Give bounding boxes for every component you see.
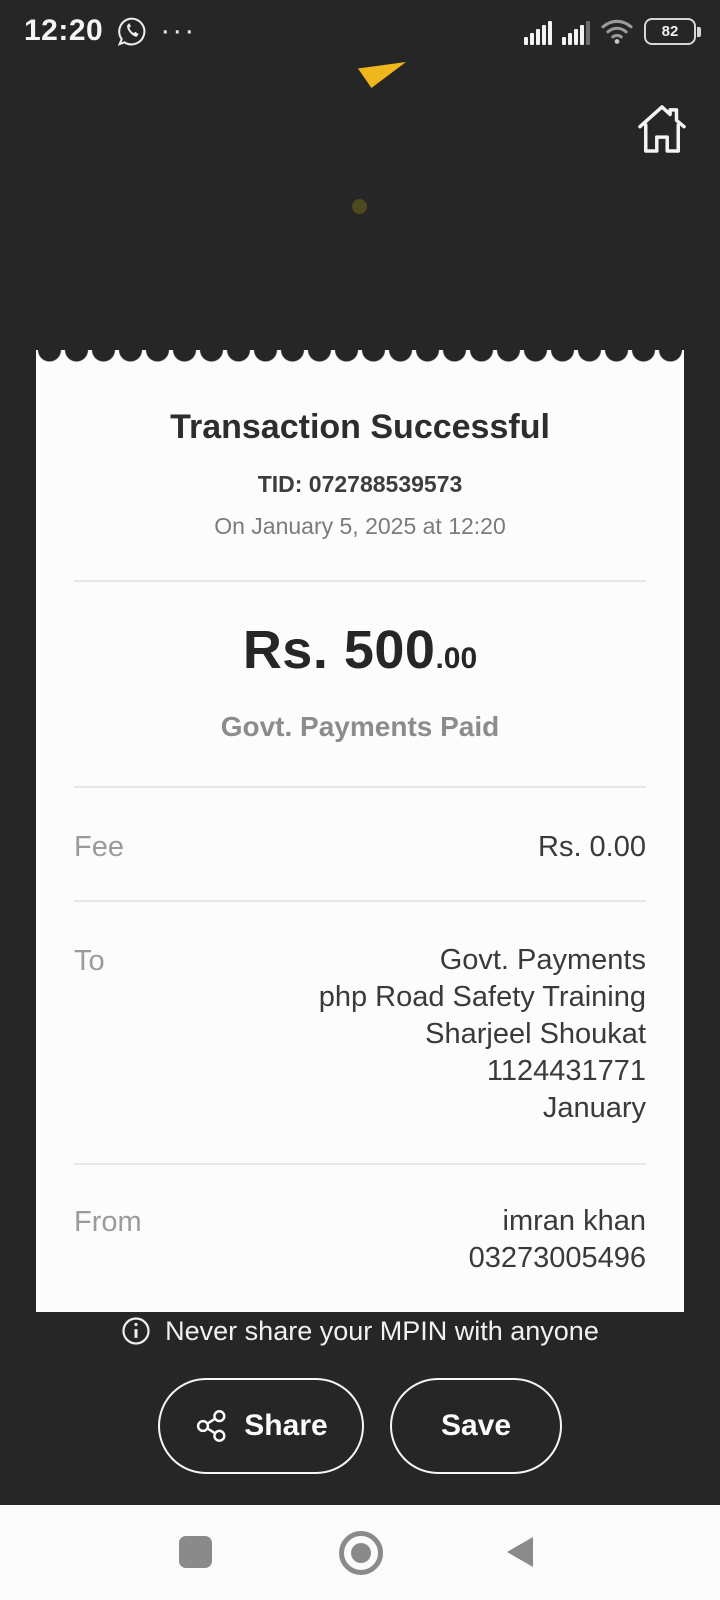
status-bar	[0, 0, 720, 62]
recents-button[interactable]	[179, 1536, 212, 1568]
save-button[interactable]	[390, 1378, 562, 1474]
home-button[interactable]	[339, 1531, 383, 1575]
fee-label: Fee	[74, 831, 124, 863]
save-button-label: Save	[440, 1409, 512, 1442]
fee-row	[74, 828, 646, 866]
to-line: 1124431771	[486, 1055, 646, 1087]
battery-icon	[644, 18, 696, 45]
payment-category: Govt. Payments Paid	[220, 711, 500, 742]
wifi-icon	[600, 17, 634, 45]
to-line: January	[542, 1092, 646, 1124]
share-icon	[194, 1408, 230, 1444]
info-icon	[121, 1316, 151, 1346]
system-nav-bar	[0, 1505, 720, 1600]
from-label: From	[74, 1206, 142, 1238]
mpin-notice-text: Never share your MPIN with anyone	[165, 1315, 599, 1346]
to-label: To	[74, 945, 105, 977]
loader-dot	[352, 199, 367, 214]
receipt-scallop-edge	[36, 350, 684, 364]
to-line: php Road Safety Training	[318, 981, 646, 1013]
brand-triangle	[358, 62, 406, 88]
from-details	[142, 1203, 646, 1277]
from-line: 03273005496	[468, 1242, 646, 1274]
to-line: Sharjeel Shoukat	[425, 1018, 646, 1050]
from-row	[74, 1203, 646, 1277]
share-button[interactable]	[158, 1378, 364, 1474]
from-line: imran khan	[502, 1205, 646, 1237]
to-row	[74, 942, 646, 1127]
receipt-title: Transaction Successful	[170, 408, 550, 446]
back-button[interactable]	[507, 1537, 533, 1567]
signal-sim2-icon	[562, 19, 590, 45]
amount	[74, 618, 646, 696]
transaction-id: TID: 072788539573	[257, 471, 463, 497]
transaction-datetime: On January 5, 2025 at 12:20	[214, 513, 506, 539]
amount-cents: .00	[435, 642, 478, 675]
to-details	[105, 942, 646, 1127]
clock: 12:20	[24, 14, 104, 47]
receipt-card	[36, 350, 684, 1312]
fee-value: Rs. 0.00	[538, 831, 646, 863]
divider	[74, 900, 646, 902]
home-icon[interactable]	[634, 100, 690, 158]
battery-percent: 82	[661, 23, 679, 40]
to-line: Govt. Payments	[439, 944, 646, 976]
mpin-notice	[0, 1313, 720, 1349]
divider	[74, 580, 646, 582]
action-buttons	[0, 1378, 720, 1474]
notification-overflow-icon: ···	[160, 14, 197, 47]
whatsapp-icon	[115, 15, 148, 48]
signal-sim1-icon	[524, 19, 552, 45]
divider	[74, 786, 646, 788]
amount-main: Rs. 500	[242, 620, 436, 680]
divider	[74, 1163, 646, 1165]
share-button-label: Share	[244, 1409, 328, 1442]
